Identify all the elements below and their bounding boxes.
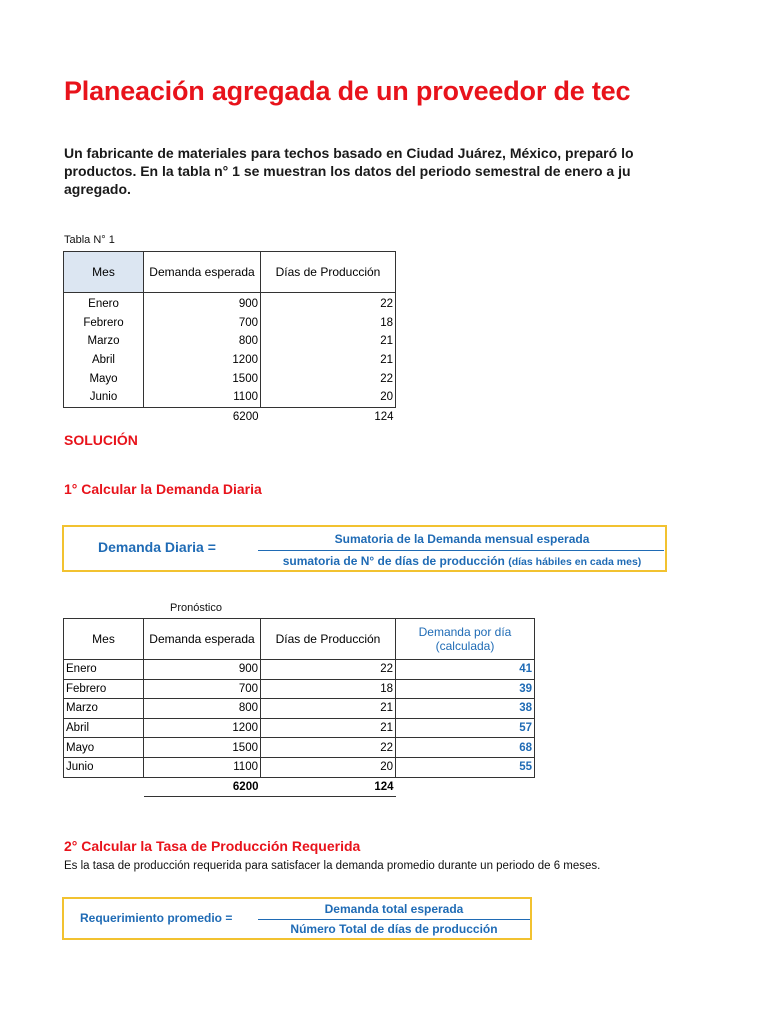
table-row — [64, 351, 396, 370]
cell-demanda-por-dia: 57 — [396, 718, 535, 738]
table2 — [63, 618, 535, 797]
fraction-line — [258, 550, 664, 551]
step2-description: Es la tasa de producción requerida para satisfacer la demanda promedio durante un periodo de 6 meses. — [64, 860, 601, 872]
col-header-mes: Mes — [64, 619, 144, 660]
table-row — [64, 369, 396, 388]
cell-empty — [64, 777, 144, 797]
cell-dias: 21 — [261, 351, 396, 370]
cell-demanda: 900 — [144, 293, 261, 314]
cell-mes: Mayo — [64, 369, 144, 388]
cell-demanda: 900 — [144, 660, 261, 680]
formula-denominator — [258, 554, 666, 568]
cell-mes: Mayo — [64, 738, 144, 758]
cell-mes: Junio — [64, 388, 144, 407]
cell-mes: Abril — [64, 351, 144, 370]
cell-demanda-por-dia: 38 — [396, 699, 535, 719]
cell-demanda: 700 — [144, 314, 261, 333]
cell-demanda: 1200 — [144, 718, 261, 738]
denominator-text: sumatoria de N° de días de producción — [282, 554, 505, 568]
cell-empty — [64, 407, 144, 426]
formula-denominator: Número Total de días de producción — [290, 922, 498, 936]
solution-heading: SOLUCIÓN — [64, 432, 138, 448]
table-row — [64, 718, 535, 738]
page-title: Planeación agregada de un proveedor de tec — [64, 76, 631, 106]
cell-mes: Abril — [64, 718, 144, 738]
cell-dias: 20 — [261, 388, 396, 407]
formula-label: Demanda Diaria = — [98, 539, 216, 555]
cell-demanda: 800 — [144, 699, 261, 719]
formula-label: Requerimiento promedio = — [80, 911, 233, 925]
cell-mes: Enero — [64, 660, 144, 680]
table-row — [64, 679, 535, 699]
table-row — [64, 332, 396, 351]
cell-mes: Marzo — [64, 699, 144, 719]
formula-box-requerimiento — [62, 897, 532, 940]
cell-demanda: 1100 — [144, 388, 261, 407]
cell-demanda: 1200 — [144, 351, 261, 370]
intro-line: Un fabricante de materiales para techos basado en Ciudad Juárez, México, preparó lo — [64, 145, 634, 161]
col-header-dias: Días de Producción — [261, 619, 396, 660]
table-row — [64, 699, 535, 719]
cell-mes: Febrero — [64, 314, 144, 333]
col-header-demanda: Demanda esperada — [144, 619, 261, 660]
denominator-note: (días hábiles en cada mes) — [508, 556, 642, 568]
table-row — [64, 293, 396, 314]
col-header-dias: Días de Producción — [261, 252, 396, 293]
table-row — [64, 738, 535, 758]
cell-mes: Febrero — [64, 679, 144, 699]
table-header-row — [64, 619, 535, 660]
cell-demanda: 1500 — [144, 369, 261, 388]
total-dias: 124 — [261, 777, 396, 797]
cell-demanda: 800 — [144, 332, 261, 351]
cell-demanda-por-dia: 55 — [396, 757, 535, 777]
step2-title: 2° Calcular la Tasa de Producción Requerida — [64, 838, 361, 854]
table-total-row — [64, 407, 396, 426]
intro-line: productos. En la tabla n° 1 se muestran los datos del periodo semestral de enero a ju — [64, 163, 631, 179]
cell-dias: 22 — [261, 369, 396, 388]
intro-paragraph — [64, 144, 670, 198]
col-header-demanda: Demanda esperada — [144, 252, 261, 293]
formula-numerator: Demanda total esperada — [324, 902, 464, 916]
cell-dias: 22 — [261, 293, 396, 314]
step1-title: 1° Calcular la Demanda Diaria — [64, 481, 262, 497]
cell-demanda: 1100 — [144, 757, 261, 777]
cell-mes: Junio — [64, 757, 144, 777]
table-row — [64, 660, 535, 680]
cell-mes: Marzo — [64, 332, 144, 351]
table-header-row — [64, 252, 396, 293]
total-demanda: 6200 — [232, 410, 259, 423]
cell-dias: 18 — [261, 314, 396, 333]
cell-demanda: 700 — [144, 679, 261, 699]
col-header-mes: Mes — [64, 252, 144, 293]
table-row — [64, 388, 396, 407]
formula-numerator: Sumatoria de la Demanda mensual esperada — [334, 532, 590, 546]
cell-dias: 21 — [261, 332, 396, 351]
cell-demanda-por-dia: 39 — [396, 679, 535, 699]
intro-line: agregado. — [64, 181, 131, 197]
formula-box-demanda-diaria — [62, 525, 667, 572]
total-dias: 124 — [374, 410, 394, 423]
cell-dias: 21 — [261, 718, 396, 738]
cell-demanda: 1500 — [144, 738, 261, 758]
table-total-row — [64, 777, 535, 797]
col-header-demanda-por-dia: Demanda por día (calculada) — [396, 619, 535, 660]
cell-dias: 22 — [261, 738, 396, 758]
cell-empty — [396, 777, 535, 797]
cell-dias: 20 — [261, 757, 396, 777]
table-row — [64, 314, 396, 333]
table2-caption: Pronóstico — [170, 602, 222, 614]
cell-demanda-por-dia: 41 — [396, 660, 535, 680]
cell-mes: Enero — [64, 293, 144, 314]
total-demanda: 6200 — [144, 777, 261, 797]
fraction-line — [258, 919, 530, 920]
cell-dias: 18 — [261, 679, 396, 699]
cell-dias: 21 — [261, 699, 396, 719]
table1 — [63, 251, 396, 426]
cell-demanda-por-dia: 68 — [396, 738, 535, 758]
table1-caption: Tabla N° 1 — [64, 234, 115, 246]
cell-dias: 22 — [261, 660, 396, 680]
table-row — [64, 757, 535, 777]
